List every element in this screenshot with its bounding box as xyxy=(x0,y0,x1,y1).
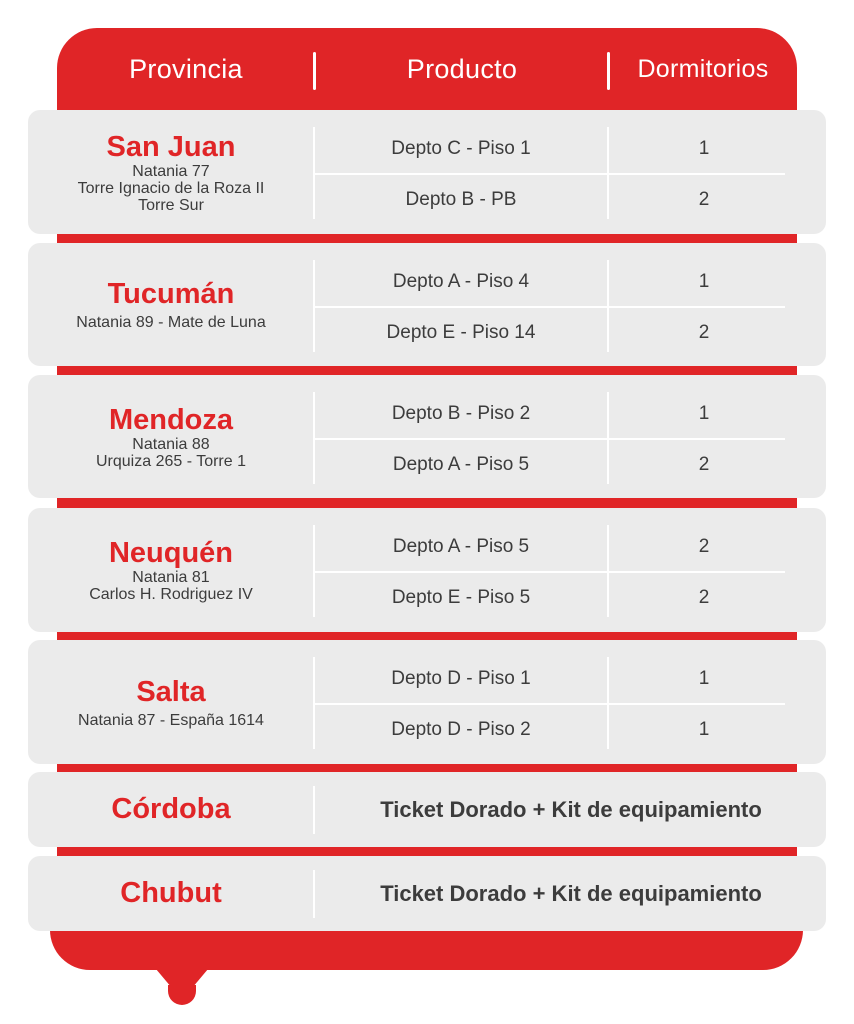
bedrooms-cell: 2 xyxy=(698,322,710,343)
product-cell: Depto C - Piso 1 xyxy=(391,138,531,159)
bedrooms-cell: 1 xyxy=(698,138,710,159)
province-name: Chubut xyxy=(120,877,222,909)
row-chubut xyxy=(28,856,826,931)
province-address: Natania 89 - Mate de Luna xyxy=(76,314,266,331)
bedrooms-cell: 1 xyxy=(698,668,710,689)
header-divider xyxy=(313,52,316,90)
province-address: Urquiza 265 - Torre 1 xyxy=(96,452,246,470)
province-address: Natania 88 xyxy=(132,435,210,453)
province-address: Torre Sur xyxy=(138,196,204,214)
province-address: Natania 81 xyxy=(132,569,210,586)
column-divider xyxy=(313,870,315,918)
speech-pointer-tip xyxy=(168,985,196,1005)
product-cell: Depto D - Piso 1 xyxy=(391,668,531,689)
table-header xyxy=(57,28,797,110)
province-address: Carlos H. Rodriguez IV xyxy=(89,586,253,603)
header-provincia: Provincia xyxy=(129,53,243,84)
bedrooms-cell: 1 xyxy=(698,271,710,292)
province-cell xyxy=(28,508,314,632)
bedrooms-cell: 1 xyxy=(698,719,710,740)
bedrooms-cell: 2 xyxy=(698,587,710,608)
product-cell: Depto D - Piso 2 xyxy=(391,719,531,740)
bedrooms-cell: 1 xyxy=(698,403,710,424)
province-address: Natania 77 xyxy=(132,162,210,180)
province-name: San Juan xyxy=(106,130,236,163)
prize-text: Ticket Dorado + Kit de equipamiento xyxy=(380,796,762,822)
row-san-juan xyxy=(28,110,826,234)
product-cell: Depto A - Piso 5 xyxy=(392,536,530,557)
row-salta xyxy=(28,640,826,764)
column-divider xyxy=(313,786,315,834)
row-mendoza xyxy=(28,375,826,498)
product-cell: Depto B - Piso 2 xyxy=(391,403,531,424)
province-cell xyxy=(28,110,314,234)
province-name: Córdoba xyxy=(111,793,231,825)
province-name: Salta xyxy=(136,675,206,708)
header-divider xyxy=(607,52,610,90)
province-cell xyxy=(28,375,314,498)
header-dormitorios: Dormitorios xyxy=(637,54,769,83)
row-neuquen xyxy=(28,508,826,632)
bedrooms-cell: 2 xyxy=(698,189,710,210)
product-cell: Depto E - Piso 14 xyxy=(386,322,536,343)
bedrooms-cell: 2 xyxy=(698,536,710,557)
province-cell xyxy=(28,640,314,764)
row-cordoba xyxy=(28,772,826,847)
product-cell: Depto E - Piso 5 xyxy=(391,587,531,608)
province-name: Mendoza xyxy=(108,403,234,436)
province-address: Torre Ignacio de la Roza II xyxy=(77,179,265,197)
product-cell: Depto A - Piso 5 xyxy=(392,454,530,475)
province-name: Tucumán xyxy=(107,278,235,310)
header-producto: Producto xyxy=(406,53,518,84)
row-tucuman xyxy=(28,243,826,366)
province-name: Neuquén xyxy=(108,537,234,569)
province-address: Natania 87 - España 1614 xyxy=(78,711,264,729)
product-cell: Depto A - Piso 4 xyxy=(392,271,530,292)
product-cell: Depto B - PB xyxy=(405,189,517,210)
prize-text: Ticket Dorado + Kit de equipamiento xyxy=(380,880,762,906)
province-cell xyxy=(28,243,314,366)
bedrooms-cell: 2 xyxy=(698,454,710,475)
